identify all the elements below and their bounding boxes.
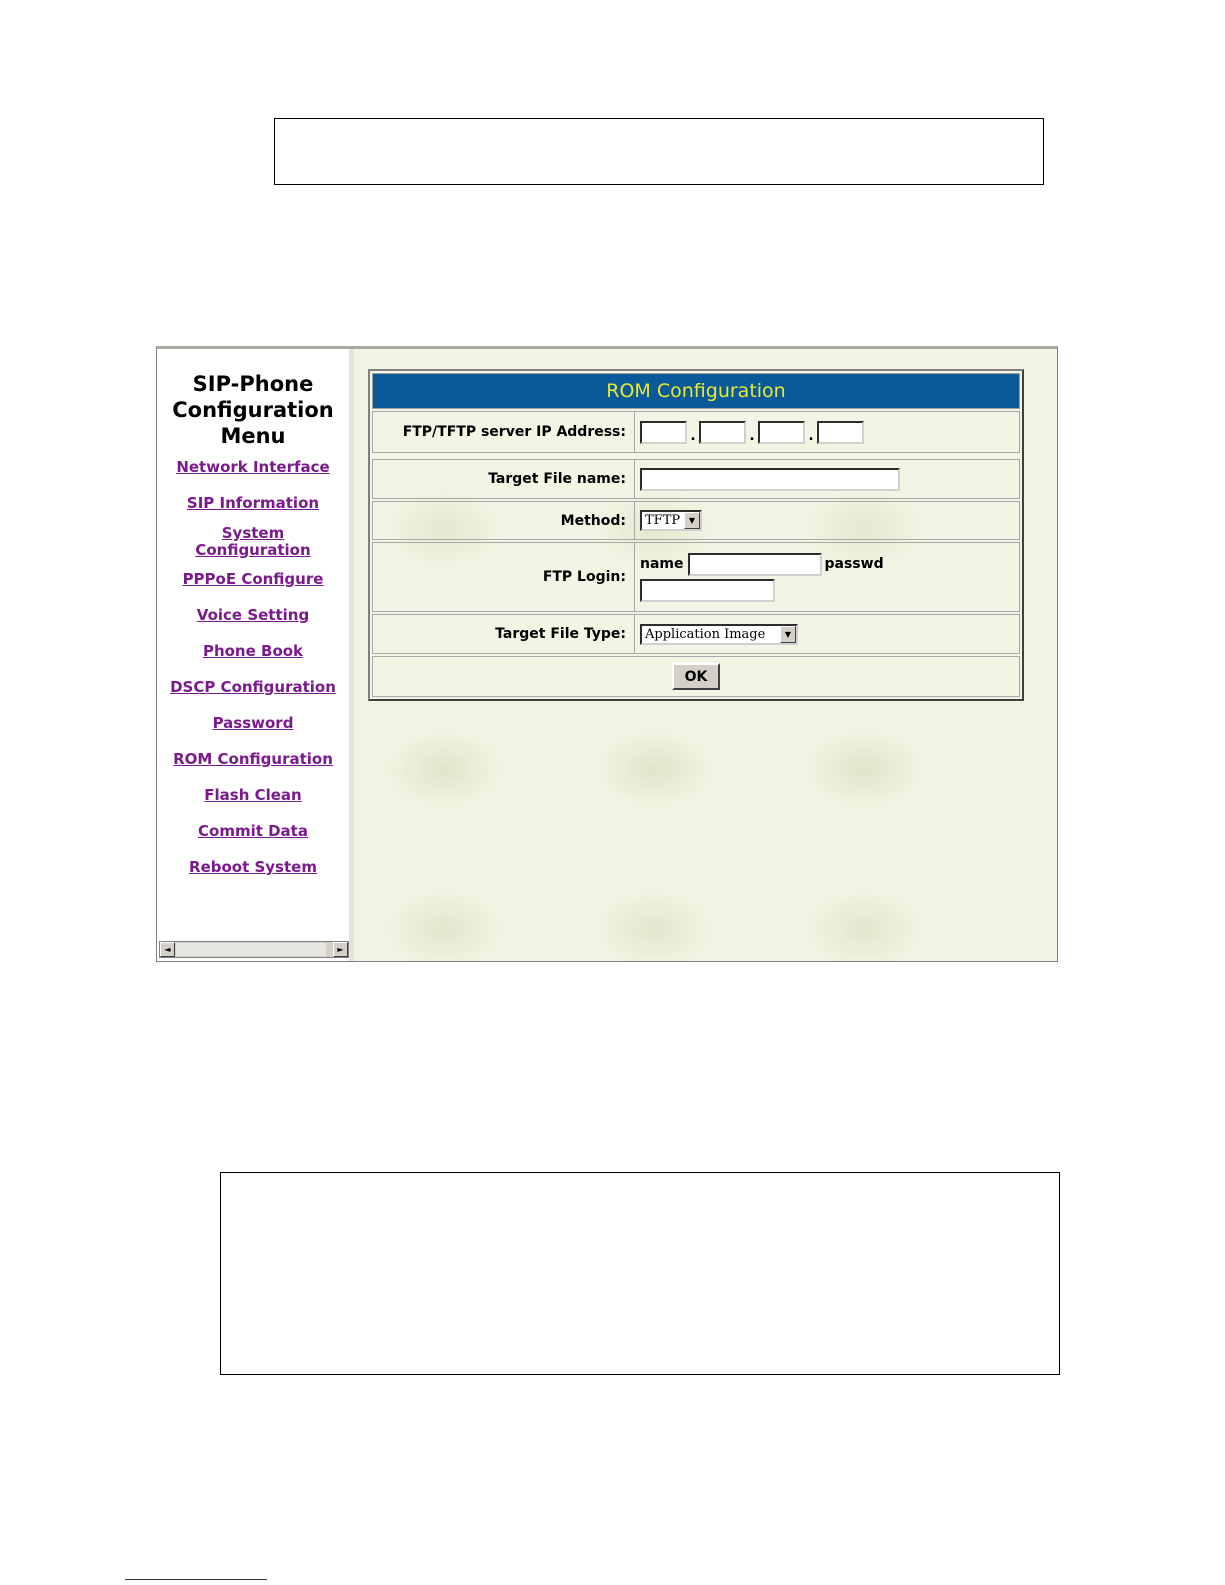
menu-link-system-configuration[interactable]: System Configuration bbox=[195, 524, 311, 559]
browser-screenshot bbox=[156, 346, 1058, 962]
ok-button[interactable]: OK bbox=[672, 663, 720, 690]
menu-title bbox=[157, 371, 349, 449]
note-box-top bbox=[274, 118, 1044, 185]
note-box-bottom bbox=[220, 1172, 1060, 1375]
method-selected-value: TFTP bbox=[645, 513, 681, 528]
row-method bbox=[372, 501, 1020, 540]
menu-link-pppoe-configure[interactable]: PPPoE Configure bbox=[182, 570, 324, 588]
scroll-left-arrow-icon[interactable]: ◄ bbox=[160, 942, 175, 957]
row-ftp-login bbox=[372, 542, 1020, 612]
target-file-name-label: Target File name: bbox=[373, 460, 635, 498]
horizontal-scrollbar[interactable] bbox=[159, 941, 349, 958]
target-file-name-input[interactable] bbox=[640, 468, 900, 491]
row-ip-address bbox=[372, 411, 1020, 453]
ftp-login-label: FTP Login: bbox=[373, 543, 635, 611]
ip-octet-3-input[interactable] bbox=[758, 421, 805, 444]
menu-link-rom-configuration[interactable]: ROM Configuration bbox=[173, 750, 333, 768]
menu-link-flash-clean[interactable]: Flash Clean bbox=[204, 786, 302, 804]
menu-link-phone-book[interactable]: Phone Book bbox=[202, 642, 304, 660]
menu-link-dscp-configuration[interactable]: DSCP Configuration bbox=[170, 678, 336, 696]
row-ok bbox=[372, 656, 1020, 697]
target-file-type-label: Target File Type: bbox=[373, 615, 635, 653]
dropdown-arrow-icon[interactable]: ▼ bbox=[780, 626, 796, 643]
ftp-login-cell bbox=[635, 543, 1019, 611]
menu-link-voice-setting[interactable]: Voice Setting bbox=[196, 606, 310, 624]
target-file-name-cell bbox=[635, 460, 1019, 498]
ftp-name-input[interactable] bbox=[688, 553, 822, 576]
menu-link-network-interface[interactable]: Network Interface bbox=[176, 458, 330, 476]
target-file-type-select[interactable] bbox=[640, 624, 798, 645]
method-select[interactable] bbox=[640, 510, 702, 531]
ip-address-label: FTP/TFTP server IP Address: bbox=[373, 412, 635, 452]
menu-link-reboot-system[interactable]: Reboot System bbox=[189, 858, 317, 876]
ip-octet-1-input[interactable] bbox=[640, 421, 687, 444]
ip-separator: . bbox=[690, 428, 696, 444]
ip-address-fields bbox=[635, 412, 1019, 452]
menu-title-line-2: Configuration bbox=[172, 398, 334, 422]
footnote-separator bbox=[125, 1579, 267, 1580]
rom-config-form bbox=[368, 369, 1024, 701]
ip-separator: . bbox=[808, 428, 814, 444]
menu-title-line-3: Menu bbox=[220, 424, 286, 448]
menu-link-commit-data[interactable]: Commit Data bbox=[198, 822, 308, 840]
dropdown-arrow-icon[interactable]: ▼ bbox=[684, 512, 700, 529]
ip-octet-4-input[interactable] bbox=[817, 421, 864, 444]
scroll-right-arrow-icon[interactable]: ► bbox=[333, 942, 348, 957]
row-target-file-type bbox=[372, 614, 1020, 654]
menu-link-sip-information[interactable]: SIP Information bbox=[186, 494, 320, 512]
ftp-passwd-input[interactable] bbox=[640, 579, 775, 602]
content-frame bbox=[354, 349, 1058, 962]
method-label: Method: bbox=[373, 502, 635, 539]
ip-octet-2-input[interactable] bbox=[699, 421, 746, 444]
target-file-type-cell bbox=[635, 615, 1019, 653]
ftp-login-line-1 bbox=[640, 553, 884, 576]
scrollbar-track[interactable] bbox=[176, 943, 326, 956]
method-cell bbox=[635, 502, 1019, 539]
target-file-type-selected-value: Application Image bbox=[645, 626, 766, 642]
passwd-label: passwd bbox=[824, 556, 884, 572]
row-target-file-name bbox=[372, 459, 1020, 499]
menu-frame bbox=[157, 349, 354, 962]
menu-link-password[interactable]: Password bbox=[212, 714, 294, 732]
ip-separator: . bbox=[749, 428, 755, 444]
menu-title-line-1: SIP-Phone bbox=[192, 372, 314, 396]
name-label: name bbox=[640, 556, 684, 572]
form-title: ROM Configuration bbox=[372, 373, 1020, 409]
